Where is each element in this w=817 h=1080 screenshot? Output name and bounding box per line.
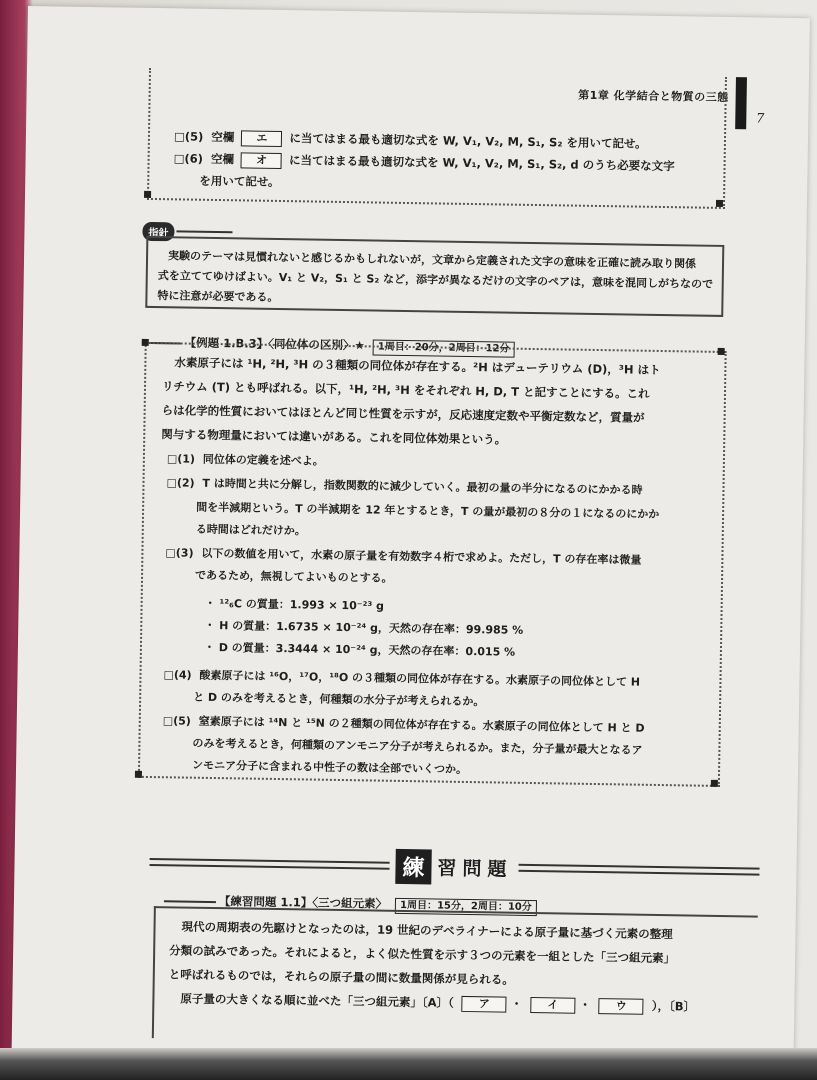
question-4: □(4) 酸素原子には ¹⁶O，¹⁷O，¹⁸O の３種類の同位体が存在する。水素原子の同位体として H (163, 668, 641, 689)
shishin-box (145, 236, 724, 317)
box-corner (135, 771, 142, 778)
practice-title-line (164, 900, 216, 903)
photo-bottom-edge (0, 1048, 817, 1080)
box-corner (711, 780, 718, 787)
shishin-line-1: 実験のテーマは見慣れないと感じるかもしれないが，文章から定義された文字の意味を正確に読み取り関係 (167, 249, 697, 271)
question-2: □(2) T は時間と共に分解し，指数関数的に減少していく。最初の量の半分になるのにかかる時 (166, 476, 643, 497)
question-5-top: □(5) 空欄 エ に当てはまる最も適切な式を W, V₁, V₂, M, S₁, S₂ を用いて記せ。 (173, 129, 647, 151)
data-h: ・ H の質量：1.6735 × 10⁻²⁴ g，天然の存在率：99.985 % (204, 618, 524, 637)
question-6-cont: を用いて記せ。 (199, 173, 280, 189)
blank-i: イ (530, 997, 575, 1014)
chapter-header: 第1章 化学結合と物質の三態 (578, 88, 729, 105)
box-corner (718, 348, 725, 355)
shishin-tag: 指針 (142, 222, 174, 242)
blank-u: ウ (599, 998, 644, 1015)
blank-e: エ (241, 130, 282, 147)
practice-body: 現代の周期表の先駆けとなったのは，19 世紀のデベライナーによる原子量に基づく元素の整理 分類の試みであった。それによると，よく似た性質を示す３つの元素を一組とした「三つ組元素」 と呼ばれるものでは，それらの原子量の間に数量関係が見られる。 原子量の大きくなる順に並べた「三つ組元素」〔A〕（ ア ・ イ ・ ウ ），〔B〕 (168, 914, 696, 1018)
question-3-data (204, 593, 524, 664)
renshu-banner (149, 844, 759, 890)
data-c12: ・ ¹²₆C の質量：1.993 × 10⁻²³ g (204, 596, 385, 613)
data-d: ・ D の質量：3.3444 × 10⁻²⁴ g，天然の存在率：0.015 % (203, 640, 516, 659)
question-4-cont: と D のみを考えるとき，何種類の水分子が考えられるか。 (193, 690, 485, 709)
box-corner (716, 200, 723, 207)
question-6-top: □(6) 空欄 オ に当てはまる最も適切な式を W, V₁, V₂, M, S₁, S₂, d のうち必要な文字 (173, 151, 675, 174)
example-intro: 水素原子には ¹H, ²H, ³H の３種類の同位体が存在する。²H はデューテリウム (D)，³H はト リチウム (T) とも呼ばれる。以下，¹H, ²H, ³H をそれぞれ H, D, T と記すことにする。これ らは化学的性質においてはほとんど同じ性質を示すが，反応速度定数や平衡定数など，質量が 関与する物理量においては違いがある。これを同位体効果という。 (161, 355, 661, 447)
question-3-cont: であるため，無視してよいものとする。 (194, 568, 393, 585)
renshu-rest: 習問題 (437, 857, 513, 881)
textbook-page (12, 6, 810, 1062)
practice-last-line: 原子量の大きくなる順に並べた「三つ組元素」〔A〕（ ア ・ イ ・ ウ ），〔B〕 (180, 991, 696, 1014)
box-corner (142, 339, 149, 346)
page-number: 7 (755, 111, 765, 127)
blank-a: ア (462, 996, 507, 1013)
blank-o: オ (241, 152, 282, 169)
example-time-box: 1周目：20分，2周目：12分 (373, 339, 515, 357)
header-bar (735, 77, 747, 129)
practice-time-box: 1周目：15分，2周目：10分 (395, 898, 537, 916)
question-1: □(1) 同位体の定義を述べよ。 (166, 452, 324, 468)
renshu-first-char: 練 (395, 848, 432, 884)
question-3: □(3) 以下の数値を用いて，水素の原子量を有効数字４桁で求めよ。ただし，T の存在率は微量 (165, 546, 642, 567)
shishin-line-3: 特に注意が必要である。 (157, 289, 279, 304)
question-2-cont: 間を半減期という。T の半減期を 12 年とするとき，T の量が最初の８分の１になるのにかか る時間はどれだけか。 (195, 500, 660, 538)
question-5-cont: のみを考えるとき，何種類のアンモニア分子が考えられるか。また，分子量が最大となるア ンモニア分子に含まれる中性子の数は全部でいくつか。 (191, 736, 643, 776)
renshu-heading (389, 848, 519, 886)
box-corner (144, 191, 151, 198)
practice-title: 【練習問題 1.1】〈三つ組元素〉 1周目：15分，2周目：10分 (219, 893, 537, 916)
shishin-line-2: 式を立ててゆけばよい。V₁ と V₂，S₁ と S₂ など，添字が異なるだけの文字のペアは，意味を混同しがちなので (157, 269, 714, 291)
example-title: 【例題 1.B.3】〈同位体の区別〉★ 1周目：20分，2周目：12分 (185, 335, 515, 358)
shishin-arrow-line (176, 230, 232, 233)
question-5: □(5) 窒素原子には ¹⁴N と ¹⁵N の２種類の同位体が存在する。水素原子の同位体として H と D (162, 714, 645, 735)
